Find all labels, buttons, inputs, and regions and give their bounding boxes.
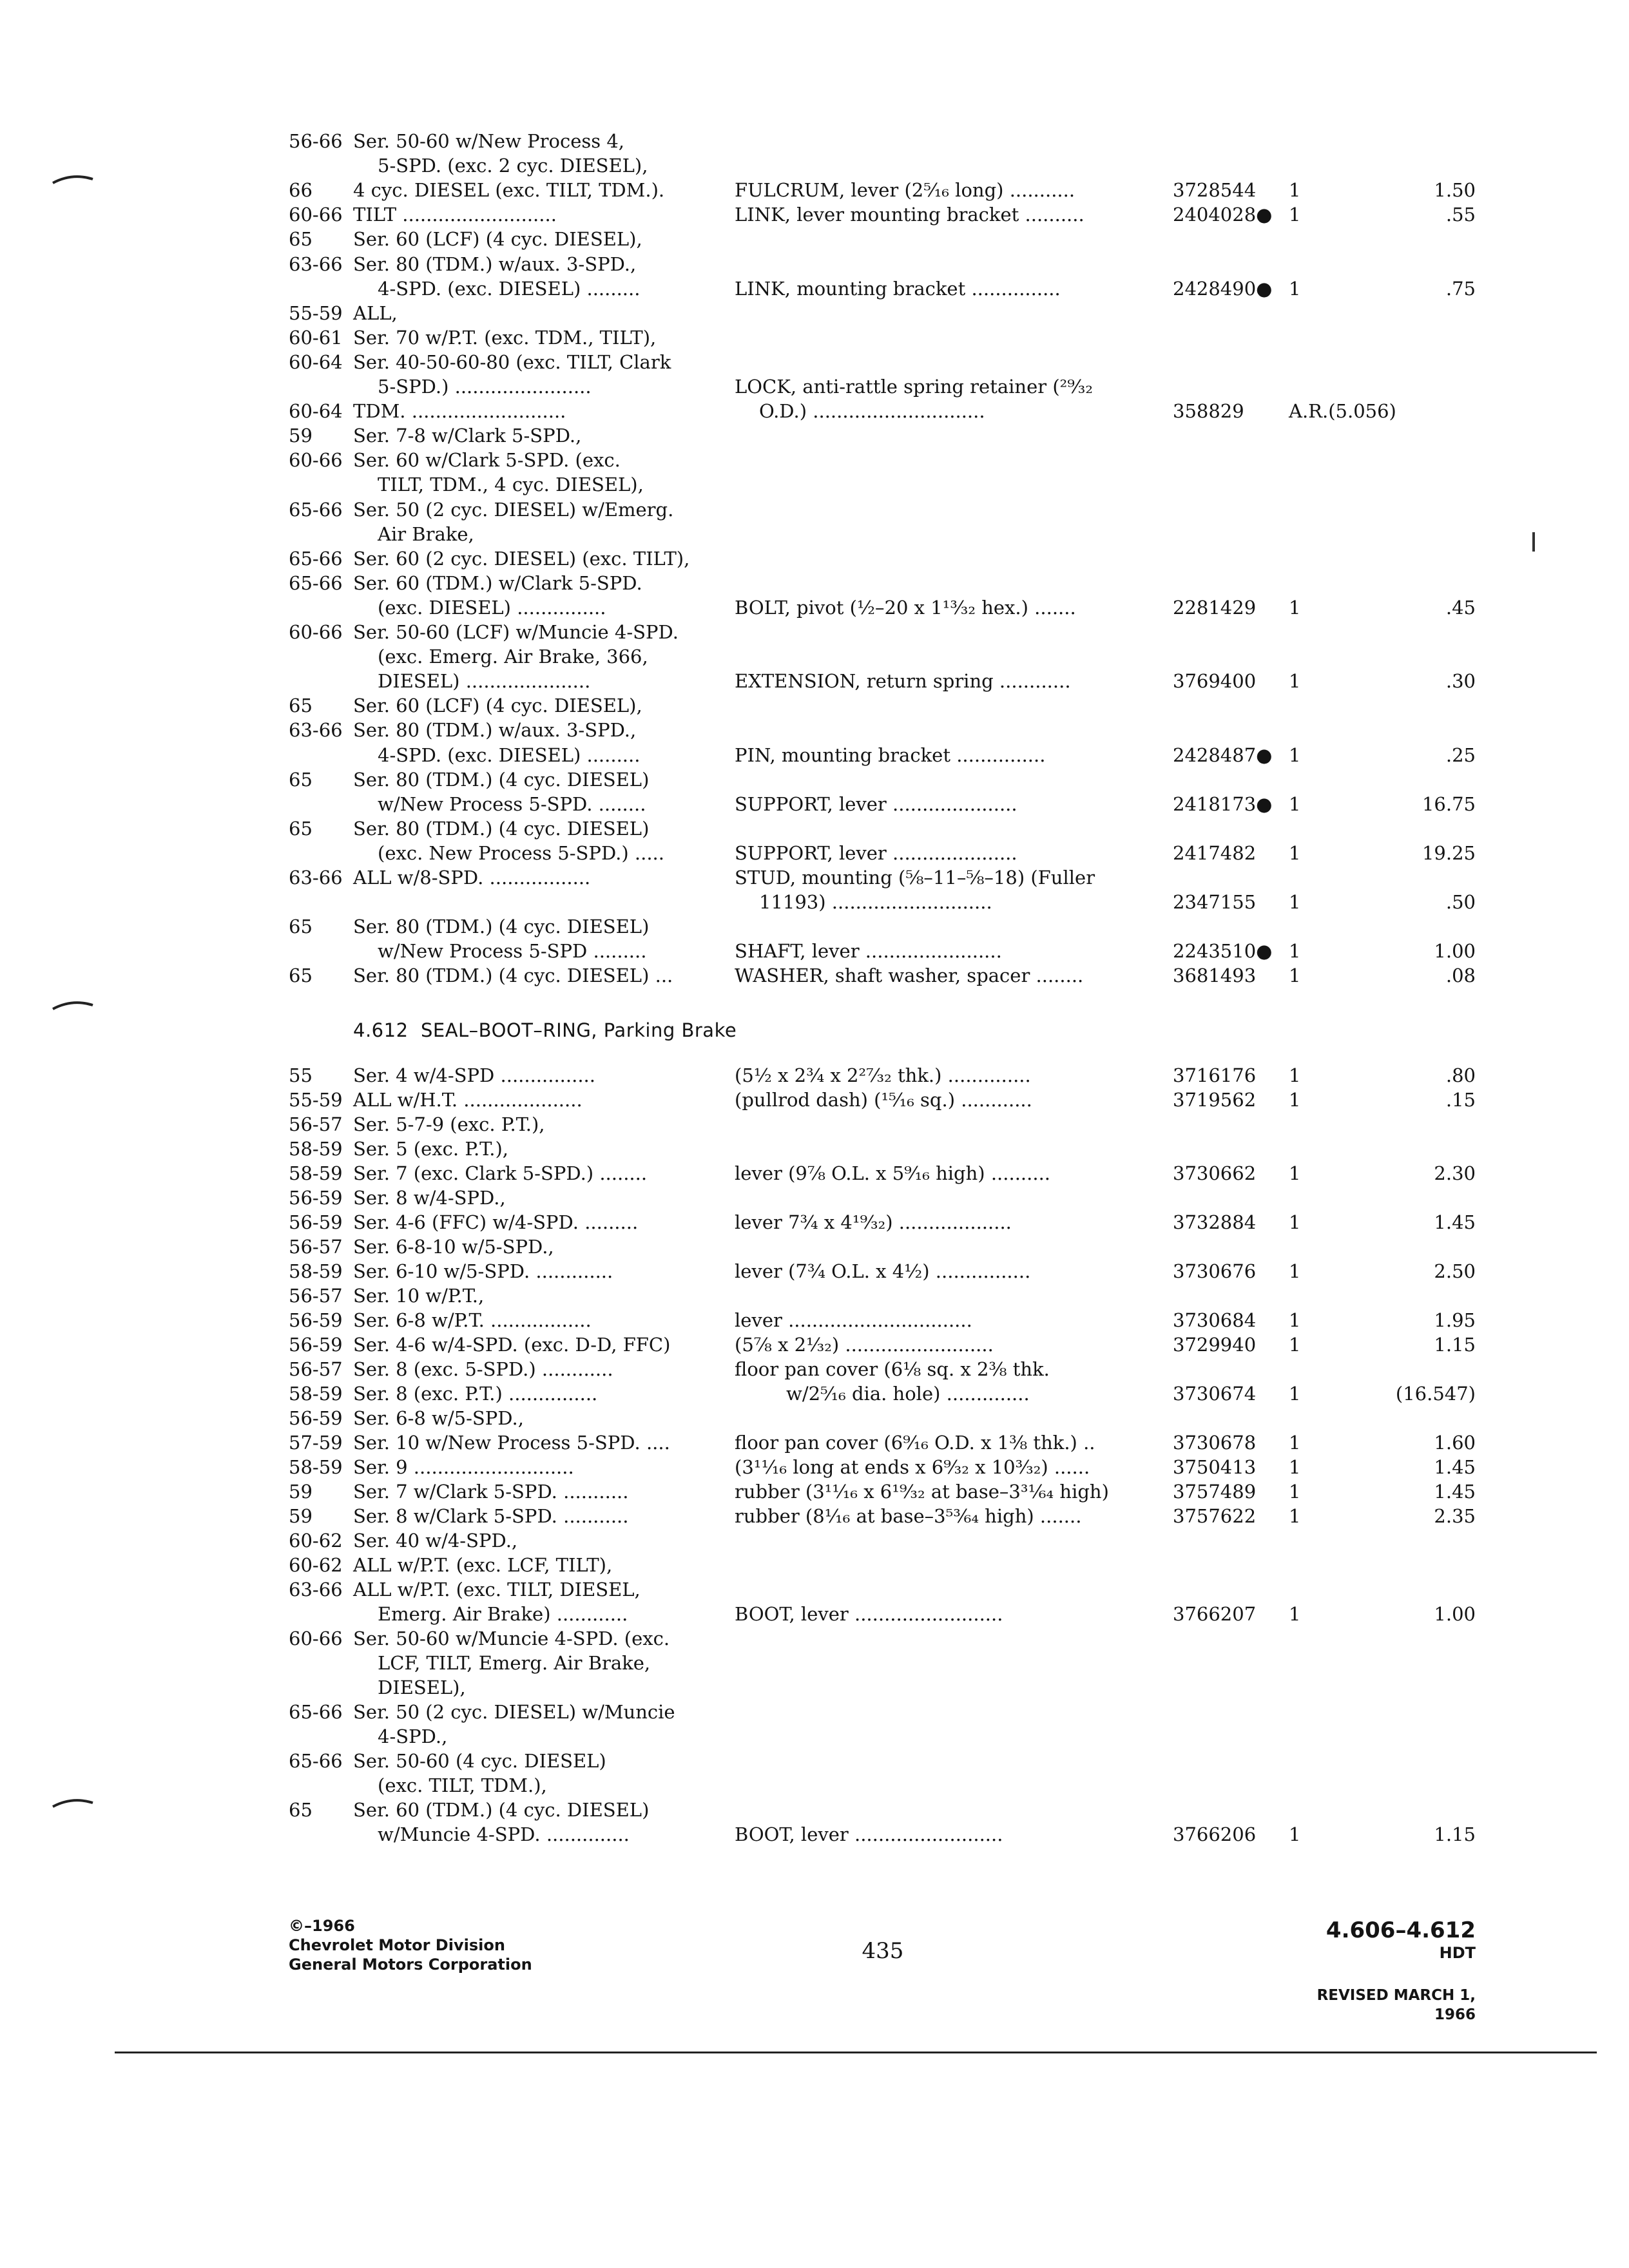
- quantity-cell: 1: [1289, 670, 1301, 693]
- years-cell: 65: [289, 1799, 313, 1821]
- table-row: [0, 325, 1629, 350]
- application-cell: TDM. ..........................: [353, 400, 566, 423]
- application-cell: Ser. 10 w/New Process 5-SPD. ....: [353, 1432, 670, 1454]
- table-row: [0, 1357, 1629, 1381]
- description-cell: rubber (3¹¹⁄₁₆ x 6¹⁹⁄₃₂ at base–3³¹⁄₆₄ high): [735, 1481, 1109, 1503]
- years-cell: 65: [289, 768, 313, 791]
- price-cell: 16.75: [1422, 793, 1476, 815]
- price-cell: .08: [1445, 965, 1476, 987]
- years-cell: 60-61: [289, 326, 343, 349]
- quantity-cell: 1: [1289, 1309, 1301, 1331]
- years-cell: 60-66: [289, 449, 343, 472]
- application-cell: Ser. 4-6 w/4-SPD. (exc. D-D, FFC): [353, 1334, 671, 1356]
- application-cell: Ser. 4 w/4-SPD ................: [353, 1064, 595, 1086]
- application-cell: Ser. 50-60 w/New Process 4,: [353, 130, 625, 152]
- quantity-cell: 1: [1289, 744, 1301, 766]
- table-row: [0, 1381, 1629, 1406]
- quantity-cell: 1: [1289, 204, 1301, 226]
- application-cell: Ser. 7 (exc. Clark 5-SPD.) ........: [353, 1162, 648, 1184]
- application-cell: Ser. 6-8-10 w/5-SPD.,: [353, 1236, 554, 1258]
- application-cell: Emerg. Air Brake) ............: [378, 1603, 628, 1625]
- quantity-cell: 1: [1289, 1823, 1301, 1845]
- description-cell: SUPPORT, lever .....................: [735, 793, 1017, 815]
- table-row: [0, 1749, 1629, 1773]
- price-cell: 1.60: [1434, 1432, 1476, 1454]
- revised-date: REVISED MARCH 1, 1966: [1316, 1987, 1476, 2023]
- table-row: [0, 1455, 1629, 1479]
- description-cell: BOLT, pivot (½–20 x 1¹³⁄₃₂ hex.) .......: [735, 596, 1076, 619]
- quantity-cell: 1: [1289, 1260, 1301, 1282]
- table-row: [0, 571, 1629, 595]
- description-cell: (pullrod dash) (¹⁵⁄₁₆ sq.) ............: [735, 1089, 1032, 1111]
- application-cell: 4-SPD.,: [378, 1725, 448, 1747]
- years-cell: 56-66: [289, 130, 343, 152]
- part-number-cell: 2404028●: [1173, 204, 1273, 226]
- table-row: [0, 1700, 1629, 1724]
- description-cell: floor pan cover (6⁹⁄₁₆ O.D. x 1⅜ thk.) ..: [735, 1432, 1095, 1454]
- table-row: [0, 693, 1629, 718]
- application-cell: Ser. 8 w/4-SPD.,: [353, 1187, 506, 1209]
- application-cell: ALL w/P.T. (exc. TILT, DIESEL,: [353, 1579, 641, 1600]
- quantity-cell: 1: [1289, 1481, 1301, 1503]
- quantity-cell: 1: [1289, 1334, 1301, 1356]
- table-row: [0, 423, 1629, 448]
- application-cell: Ser. 10 w/P.T.,: [353, 1285, 485, 1307]
- table-row: [0, 1186, 1629, 1210]
- table-row: [0, 1332, 1629, 1357]
- application-cell: Ser. 60 (LCF) (4 cyc. DIESEL),: [353, 695, 642, 717]
- table-row: [0, 497, 1629, 522]
- price-cell: .25: [1445, 744, 1476, 766]
- price-cell: .30: [1445, 670, 1476, 693]
- copyright: ©–1966: [289, 1917, 355, 1935]
- years-cell: 65: [289, 965, 313, 987]
- description-cell: STUD, mounting (⅝–11–⅝–18) (Fuller: [735, 867, 1095, 889]
- years-cell: 65-66: [289, 498, 343, 521]
- table-row: [0, 1798, 1629, 1822]
- table-row: [0, 1528, 1629, 1553]
- years-cell: 55: [289, 1064, 313, 1086]
- table-row: [0, 669, 1629, 693]
- description-cell: O.D.) .............................: [759, 400, 985, 423]
- table-row: [0, 865, 1629, 890]
- years-cell: 63-66: [289, 719, 343, 742]
- application-cell: Ser. 7 w/Clark 5-SPD. ...........: [353, 1481, 629, 1503]
- part-number-cell: 2428487●: [1173, 744, 1273, 766]
- part-number-cell: 3766206: [1173, 1823, 1257, 1845]
- table-row: [0, 227, 1629, 251]
- table-row: [0, 153, 1629, 178]
- years-cell: 65: [289, 817, 313, 840]
- quantity-cell: 1: [1289, 1383, 1301, 1405]
- description-cell: w/2⁵⁄₁₆ dia. hole) ..............: [786, 1383, 1030, 1405]
- price-cell: .15: [1445, 1089, 1476, 1111]
- application-cell: Ser. 50 (2 cyc. DIESEL) w/Muncie: [353, 1701, 675, 1723]
- table-row: [0, 816, 1629, 841]
- table-row: [0, 792, 1629, 816]
- table-row: [0, 644, 1629, 669]
- application-cell: Ser. 60 (TDM.) (4 cyc. DIESEL): [353, 1799, 650, 1821]
- table-row: [0, 1430, 1629, 1455]
- years-cell: 56-59: [289, 1334, 343, 1356]
- application-cell: Ser. 50-60 (LCF) w/Muncie 4-SPD.: [353, 621, 679, 643]
- years-cell: 59: [289, 1481, 313, 1503]
- quantity-cell: 1: [1289, 1456, 1301, 1478]
- part-number-cell: 2417482: [1173, 841, 1257, 864]
- application-cell: Ser. 8 (exc. 5-SPD.) ............: [353, 1358, 613, 1380]
- description-cell: floor pan cover (6⅛ sq. x 2⅜ thk.: [735, 1358, 1050, 1380]
- table-row: [0, 1602, 1629, 1626]
- quantity-cell: 1: [1289, 965, 1301, 987]
- price-cell: 1.50: [1434, 179, 1476, 202]
- corporation: General Motors Corporation: [289, 1956, 532, 1974]
- table-row: [0, 1088, 1629, 1112]
- section-heading: 4.612 SEAL–BOOT–RING, Parking Brake: [353, 1019, 737, 1041]
- years-cell: 63-66: [289, 253, 343, 275]
- application-cell: Ser. 80 (TDM.) w/aux. 3-SPD.,: [353, 719, 637, 742]
- application-cell: Ser. 80 (TDM.) (4 cyc. DIESEL): [353, 817, 650, 840]
- application-cell: LCF, TILT, Emerg. Air Brake,: [378, 1652, 651, 1674]
- application-cell: Ser. 6-8 w/5-SPD.,: [353, 1407, 524, 1429]
- description-cell: rubber (8¹⁄₁₆ at base–3⁵³⁄₆₄ high) .......: [735, 1505, 1082, 1527]
- application-cell: (exc. TILT, TDM.),: [378, 1774, 547, 1796]
- years-cell: 58-59: [289, 1383, 343, 1405]
- years-cell: 56-57: [289, 1113, 343, 1135]
- quantity-cell: 1: [1289, 179, 1301, 202]
- part-number-cell: 3757489: [1173, 1481, 1257, 1503]
- part-number-cell: 3732884: [1173, 1211, 1257, 1233]
- part-number-cell: 3729940: [1173, 1334, 1257, 1356]
- part-number-cell: 3719562: [1173, 1089, 1257, 1111]
- application-cell: Ser. 8 (exc. P.T.) ...............: [353, 1383, 598, 1405]
- price-cell: 1.95: [1434, 1309, 1476, 1331]
- years-cell: 58-59: [289, 1162, 343, 1184]
- table-row: [0, 1724, 1629, 1749]
- application-cell: Ser. 40 w/4-SPD.,: [353, 1530, 518, 1552]
- table-row: [0, 1577, 1629, 1602]
- quantity-cell: 1: [1289, 1211, 1301, 1233]
- price-cell: .50: [1445, 891, 1476, 914]
- quantity-cell: 1: [1289, 841, 1301, 864]
- price-cell: 1.45: [1434, 1211, 1476, 1233]
- application-cell: Ser. 6-8 w/P.T. .................: [353, 1309, 592, 1331]
- application-cell: 4 cyc. DIESEL (exc. TILT, TDM.).: [353, 179, 665, 202]
- application-cell: Ser. 80 (TDM.) w/aux. 3-SPD.,: [353, 253, 637, 275]
- application-cell: 4-SPD. (exc. DIESEL) .........: [378, 744, 641, 766]
- table-row: [0, 522, 1629, 546]
- description-cell: lever 7¾ x 4¹⁹⁄₃₂) ...................: [735, 1211, 1012, 1233]
- table-row: [0, 1479, 1629, 1504]
- price-cell: 1.45: [1434, 1481, 1476, 1503]
- table-row: [0, 841, 1629, 865]
- application-cell: Ser. 80 (TDM.) (4 cyc. DIESEL): [353, 768, 650, 791]
- description-cell: FULCRUM, lever (2⁵⁄₁₆ long) ...........: [735, 179, 1075, 202]
- years-cell: 56-57: [289, 1285, 343, 1307]
- table-row: [0, 301, 1629, 325]
- application-cell: (exc. New Process 5-SPD.) .....: [378, 841, 664, 864]
- quantity-cell: 1: [1289, 277, 1301, 300]
- table-row: [0, 1235, 1629, 1259]
- price-cell: 19.25: [1422, 841, 1476, 864]
- application-cell: TILT, TDM., 4 cyc. DIESEL),: [378, 474, 644, 496]
- application-cell: DIESEL),: [378, 1677, 466, 1698]
- table-row: [0, 276, 1629, 301]
- description-cell: 11193) ...........................: [759, 891, 992, 914]
- price-cell: 2.35: [1434, 1505, 1476, 1527]
- description-cell: WASHER, shaft washer, spacer ........: [735, 965, 1084, 987]
- application-cell: w/Muncie 4-SPD. ..............: [378, 1823, 630, 1845]
- application-cell: ALL,: [353, 302, 398, 324]
- application-cell: Ser. 50-60 w/Muncie 4-SPD. (exc.: [353, 1628, 670, 1649]
- table-row: [0, 350, 1629, 374]
- table-row: [0, 890, 1629, 914]
- years-cell: 60-62: [289, 1530, 343, 1552]
- table-row: [0, 1406, 1629, 1430]
- part-number-cell: 2243510●: [1173, 940, 1273, 963]
- price-cell: .45: [1445, 596, 1476, 619]
- price-cell: 1.15: [1434, 1823, 1476, 1845]
- years-cell: 60-66: [289, 1628, 343, 1649]
- years-cell: 59: [289, 425, 313, 447]
- section-ref: [1321, 1917, 1476, 1963]
- description-cell: LINK, mounting bracket ...............: [735, 277, 1061, 300]
- price-cell: 1.00: [1434, 940, 1476, 963]
- years-cell: 55-59: [289, 1089, 343, 1111]
- application-cell: Ser. 80 (TDM.) (4 cyc. DIESEL): [353, 916, 650, 938]
- years-cell: 60-64: [289, 351, 343, 373]
- years-cell: 60-66: [289, 204, 343, 226]
- table-row: [0, 1553, 1629, 1577]
- part-number-cell: 3766207: [1173, 1603, 1257, 1625]
- application-cell: Ser. 4-6 (FFC) w/4-SPD. .........: [353, 1211, 639, 1233]
- application-cell: Ser. 60 (LCF) (4 cyc. DIESEL),: [353, 228, 642, 251]
- application-cell: w/New Process 5-SPD .........: [378, 940, 647, 963]
- table-row: [0, 1112, 1629, 1137]
- quantity-cell: 1: [1289, 1505, 1301, 1527]
- section-range: 4.606–4.612: [1325, 1917, 1476, 1943]
- description-cell: (5½ x 2¾ x 2²⁷⁄₃₂ thk.) ..............: [735, 1064, 1031, 1086]
- application-cell: (exc. DIESEL) ...............: [378, 596, 606, 619]
- application-cell: Ser. 5 (exc. P.T.),: [353, 1138, 509, 1160]
- part-number-cell: 3769400: [1173, 670, 1257, 693]
- years-cell: 57-59: [289, 1432, 343, 1454]
- years-cell: 66: [289, 179, 313, 202]
- years-cell: 60-64: [289, 400, 343, 423]
- section-code: HDT: [1439, 1944, 1476, 1962]
- table-row: [0, 1259, 1629, 1283]
- table-row: [0, 1675, 1629, 1700]
- description-cell: SUPPORT, lever .....................: [735, 841, 1017, 864]
- table-row: [0, 202, 1629, 227]
- table-row: [0, 1626, 1629, 1651]
- description-cell: BOOT, lever .........................: [735, 1823, 1003, 1845]
- years-cell: 56-59: [289, 1407, 343, 1429]
- quantity-cell: 1: [1289, 940, 1301, 963]
- part-number-cell: 3730684: [1173, 1309, 1257, 1331]
- table-row: [0, 1137, 1629, 1161]
- table-row: [0, 939, 1629, 963]
- years-cell: 58-59: [289, 1138, 343, 1160]
- description-cell: lever (9⅞ O.L. x 5⁹⁄₁₆ high) ..........: [735, 1162, 1051, 1184]
- description-cell: PIN, mounting bracket ...............: [735, 744, 1046, 766]
- table-row: [0, 546, 1629, 571]
- part-number-cell: 3681493: [1173, 965, 1257, 987]
- part-number-cell: 3716176: [1173, 1064, 1257, 1086]
- application-cell: Air Brake,: [378, 523, 474, 545]
- table-row: [0, 1822, 1629, 1847]
- table-row: [0, 1504, 1629, 1528]
- quantity-cell: A.R.(5.056): [1289, 400, 1396, 423]
- application-cell: Ser. 60 w/Clark 5-SPD. (exc.: [353, 449, 621, 472]
- years-cell: 60-62: [289, 1554, 343, 1576]
- years-cell: 56-57: [289, 1358, 343, 1380]
- application-cell: Ser. 70 w/P.T. (exc. TDM., TILT),: [353, 326, 657, 349]
- description-cell: LOCK, anti-rattle spring retainer (²⁹⁄₃₂: [735, 376, 1093, 398]
- table-row: [0, 1283, 1629, 1308]
- description-cell: (5⅞ x 2¹⁄₃₂) .........................: [735, 1334, 994, 1356]
- publisher-block: [289, 1916, 532, 1974]
- application-cell: Ser. 6-10 w/5-SPD. .............: [353, 1260, 613, 1282]
- description-cell: LINK, lever mounting bracket ..........: [735, 204, 1084, 226]
- application-cell: Ser. 50-60 (4 cyc. DIESEL): [353, 1750, 606, 1772]
- years-cell: 56-59: [289, 1309, 343, 1331]
- price-cell: .75: [1445, 277, 1476, 300]
- price-cell: 2.30: [1434, 1162, 1476, 1184]
- part-number-cell: 2281429: [1173, 596, 1257, 619]
- table-row: [0, 448, 1629, 472]
- description-cell: lever (7¾ O.L. x 4½) ................: [735, 1260, 1031, 1282]
- description-cell: SHAFT, lever .......................: [735, 940, 1002, 963]
- years-cell: 63-66: [289, 867, 343, 889]
- table-row: [0, 595, 1629, 620]
- application-cell: (exc. Emerg. Air Brake, 366,: [378, 646, 648, 668]
- table-row: [0, 1773, 1629, 1798]
- table-row: [0, 1210, 1629, 1235]
- application-cell: ALL w/P.T. (exc. LCF, TILT),: [353, 1554, 613, 1576]
- years-cell: 59: [289, 1505, 313, 1527]
- years-cell: 65-66: [289, 1750, 343, 1772]
- years-cell: 65: [289, 695, 313, 717]
- application-cell: Ser. 8 w/Clark 5-SPD. ...........: [353, 1505, 629, 1527]
- price-cell: (16.547): [1395, 1383, 1476, 1405]
- table-row: [0, 374, 1629, 399]
- part-number-cell: 3750413: [1173, 1456, 1257, 1478]
- application-cell: DIESEL) .....................: [378, 670, 591, 693]
- price-cell: 1.00: [1434, 1603, 1476, 1625]
- quantity-cell: 1: [1289, 1064, 1301, 1086]
- years-cell: 56-57: [289, 1236, 343, 1258]
- description-cell: BOOT, lever .........................: [735, 1603, 1003, 1625]
- page-number: 435: [862, 1938, 904, 1964]
- price-cell: 1.45: [1434, 1456, 1476, 1478]
- years-cell: 56-59: [289, 1187, 343, 1209]
- application-cell: ALL w/H.T. ....................: [353, 1089, 583, 1111]
- table-row: [0, 718, 1629, 742]
- years-cell: 56-59: [289, 1211, 343, 1233]
- years-cell: 65: [289, 228, 313, 251]
- quantity-cell: 1: [1289, 793, 1301, 815]
- quantity-cell: 1: [1289, 596, 1301, 619]
- application-cell: 5-SPD.) .......................: [378, 376, 592, 398]
- table-row: [0, 1063, 1629, 1088]
- table-row: [0, 914, 1629, 939]
- price-cell: .55: [1445, 204, 1476, 226]
- description-cell: EXTENSION, return spring ............: [735, 670, 1071, 693]
- bottom-rule: [115, 2052, 1597, 2053]
- price-cell: 2.50: [1434, 1260, 1476, 1282]
- part-number-cell: 2347155: [1173, 891, 1257, 914]
- binding-mark: [50, 995, 95, 1018]
- division: Chevrolet Motor Division: [289, 1936, 505, 1954]
- table-row: [0, 252, 1629, 276]
- application-cell: 5-SPD. (exc. 2 cyc. DIESEL),: [378, 155, 648, 177]
- part-number-cell: 3728544: [1173, 179, 1257, 202]
- part-number-cell: 3730678: [1173, 1432, 1257, 1454]
- part-number-cell: 3730674: [1173, 1383, 1257, 1405]
- description-cell: lever ...............................: [735, 1309, 972, 1331]
- years-cell: 65-66: [289, 572, 343, 594]
- part-number-cell: 3730676: [1173, 1260, 1257, 1282]
- quantity-cell: 1: [1289, 1432, 1301, 1454]
- part-number-cell: 358829: [1173, 400, 1244, 423]
- application-cell: 4-SPD. (exc. DIESEL) .........: [378, 277, 641, 300]
- years-cell: 65-66: [289, 1701, 343, 1723]
- application-cell: Ser. 40-50-60-80 (exc. TILT, Clark: [353, 351, 671, 373]
- years-cell: 60-66: [289, 621, 343, 643]
- years-cell: 58-59: [289, 1456, 343, 1478]
- application-cell: ALL w/8-SPD. .................: [353, 867, 591, 889]
- table-row: [0, 767, 1629, 792]
- years-cell: 63-66: [289, 1579, 343, 1600]
- part-number-cell: 2418173●: [1173, 793, 1273, 815]
- years-cell: 65-66: [289, 547, 343, 570]
- quantity-cell: 1: [1289, 891, 1301, 914]
- table-row: [0, 963, 1629, 988]
- quantity-cell: 1: [1289, 1603, 1301, 1625]
- years-cell: 58-59: [289, 1260, 343, 1282]
- table-row: [0, 743, 1629, 767]
- application-cell: Ser. 50 (2 cyc. DIESEL) w/Emerg.: [353, 498, 674, 521]
- application-cell: w/New Process 5-SPD. ........: [378, 793, 646, 815]
- quantity-cell: 1: [1289, 1089, 1301, 1111]
- application-cell: Ser. 5-7-9 (exc. P.T.),: [353, 1113, 545, 1135]
- table-row: [0, 178, 1629, 202]
- table-row: [0, 1161, 1629, 1186]
- application-cell: TILT ..........................: [353, 204, 557, 226]
- table-row: [0, 1308, 1629, 1332]
- price-cell: .80: [1445, 1064, 1476, 1086]
- table-row: [0, 399, 1629, 423]
- table-row: [0, 472, 1629, 497]
- application-cell: Ser. 80 (TDM.) (4 cyc. DIESEL) ...: [353, 965, 673, 987]
- part-number-cell: 2428490●: [1173, 277, 1273, 300]
- application-cell: Ser. 60 (TDM.) w/Clark 5-SPD.: [353, 572, 642, 594]
- application-cell: Ser. 9 ...........................: [353, 1456, 574, 1478]
- application-cell: Ser. 60 (2 cyc. DIESEL) (exc. TILT),: [353, 547, 690, 570]
- part-number-cell: 3730662: [1173, 1162, 1257, 1184]
- table-row: [0, 620, 1629, 644]
- years-cell: 55-59: [289, 302, 343, 324]
- part-number-cell: 3757622: [1173, 1505, 1257, 1527]
- table-row: [0, 129, 1629, 153]
- application-cell: Ser. 7-8 w/Clark 5-SPD.,: [353, 425, 582, 447]
- table-row: [0, 1651, 1629, 1675]
- description-cell: (3¹¹⁄₁₆ long at ends x 6⁹⁄₃₂ x 10³⁄₃₂) ......: [735, 1456, 1090, 1478]
- price-cell: 1.15: [1434, 1334, 1476, 1356]
- years-cell: 65: [289, 916, 313, 938]
- quantity-cell: 1: [1289, 1162, 1301, 1184]
